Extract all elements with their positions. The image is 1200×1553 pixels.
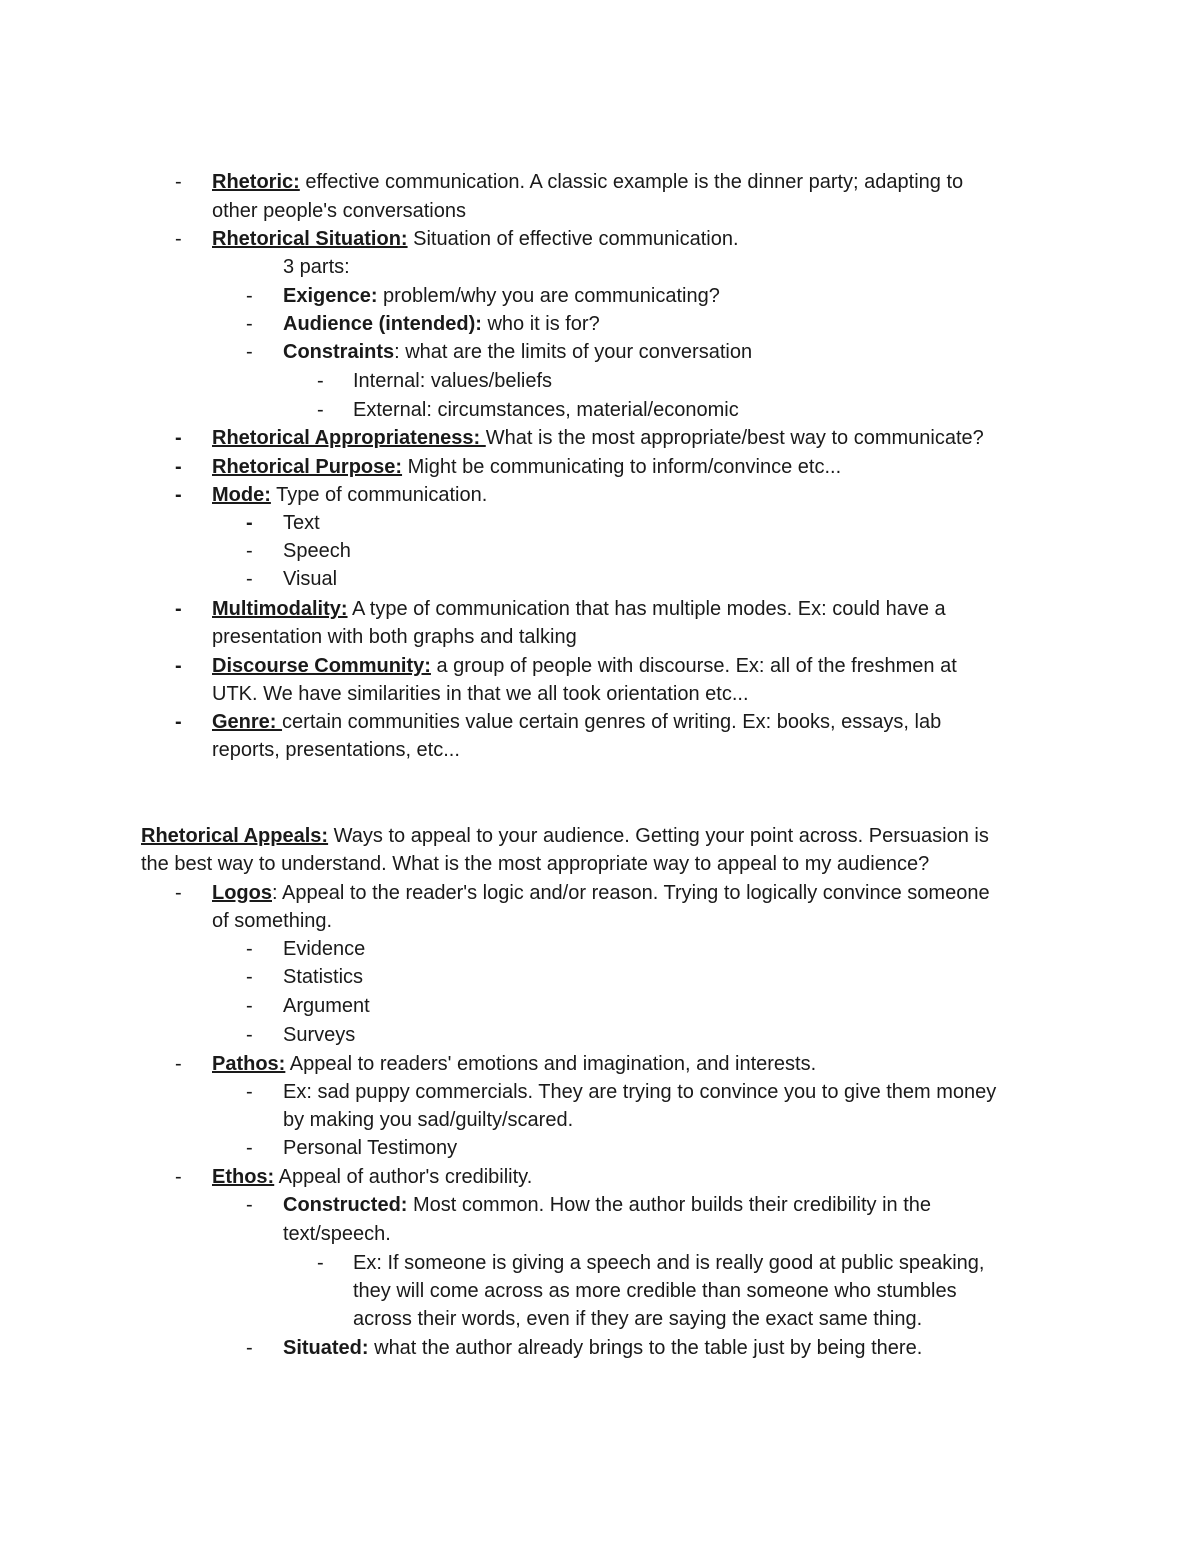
bullet-dash: - [246, 938, 253, 960]
bullet-dash: - [246, 512, 253, 534]
bullet-dash: - [246, 568, 253, 590]
item-exigence: Exigence: problem/why you are communicating? [283, 285, 720, 307]
bullet-dash: - [246, 966, 253, 988]
item-logos-cont: of something. [212, 910, 333, 932]
item-rhetorical-purpose: Rhetorical Purpose: Might be communicating to inform/convince etc... [212, 456, 842, 478]
bullet-dash: - [175, 655, 182, 677]
bullet-dash: - [175, 427, 182, 449]
bullet-dash: - [175, 711, 182, 733]
item-situated: Situated: what the author already brings to the table just by being there. [283, 1337, 923, 1359]
mode-item: Speech [283, 540, 351, 562]
bullet-dash: - [175, 1166, 182, 1188]
term-situated: Situated: [283, 1337, 369, 1359]
bullet-dash: - [317, 1252, 324, 1274]
item-genre: Genre: certain communities value certain genres of writing. Ex: books, essays, lab [212, 711, 942, 733]
item-multimodality: Multimodality: A type of communication that has multiple modes. Ex: could have a [212, 598, 946, 620]
mode-item: Text [283, 512, 320, 534]
term-rhetoric: Rhetoric: [212, 171, 300, 193]
item-discourse-community: Discourse Community: a group of people with discourse. Ex: all of the freshmen at [212, 655, 957, 677]
bullet-dash: - [175, 171, 182, 193]
bullet-dash: - [317, 399, 324, 421]
mode-item: Visual [283, 568, 338, 590]
item-rhetorical-appropriateness: Rhetorical Appropriateness: What is the most appropriate/best way to communicate? [212, 427, 984, 449]
term-exigence: Exigence: [283, 285, 378, 307]
bullet-dash: - [246, 995, 253, 1017]
item-logos: Logos: Appeal to the reader's logic and/or reason. Trying to logically convince someone [212, 882, 990, 904]
bullet-dash: - [246, 313, 253, 335]
bullet-dash: - [246, 285, 253, 307]
term-logos: Logos [212, 882, 272, 904]
rhetorical-appeals-heading: Rhetorical Appeals: Ways to appeal to your audience. Getting your point across. Persuasion is [141, 825, 989, 847]
term-rhetorical-appropriateness: Rhetorical Appropriateness: [212, 427, 486, 449]
parts-label: 3 parts: [283, 256, 350, 278]
bullet-dash: - [246, 1024, 253, 1046]
item-external: External: circumstances, material/economic [353, 399, 739, 421]
item-rhetorical-situation: Rhetorical Situation: Situation of effective communication. [212, 228, 739, 250]
bullet-dash: - [246, 1081, 253, 1103]
logos-item: Argument [283, 995, 370, 1017]
ethos-example-cont: across their words, even if they are saying the exact same thing. [353, 1308, 923, 1330]
term-rhetorical-situation: Rhetorical Situation: [212, 228, 408, 250]
bullet-dash: - [246, 1194, 253, 1216]
bullet-dash: - [175, 882, 182, 904]
item-constraints: Constraints: what are the limits of your conversation [283, 341, 753, 363]
term-constructed: Constructed: [283, 1194, 408, 1216]
term-rhetorical-purpose: Rhetorical Purpose: [212, 456, 403, 478]
bullet-dash: - [175, 1053, 182, 1075]
rhetorical-appeals-cont: the best way to understand. What is the most appropriate way to appeal to my audience? [141, 853, 930, 875]
term-discourse-community: Discourse Community: [212, 655, 431, 677]
bullet-dash: - [317, 370, 324, 392]
item-ethos: Ethos: Appeal of author's credibility. [212, 1166, 533, 1188]
item-pathos: Pathos: Appeal to readers' emotions and imagination, and interests. [212, 1053, 817, 1075]
ethos-example: Ex: If someone is giving a speech and is really good at public speaking, [353, 1252, 985, 1274]
term-rhetorical-appeals: Rhetorical Appeals: [141, 825, 329, 847]
item-rhetoric-cont: other people's conversations [212, 200, 466, 222]
bullet-dash: - [246, 1337, 253, 1359]
term-multimodality: Multimodality: [212, 598, 348, 620]
term-genre: Genre: [212, 711, 283, 733]
item-constructed: Constructed: Most common. How the author builds their credibility in the [283, 1194, 932, 1216]
logos-item: Evidence [283, 938, 366, 960]
item-multimodality-cont: presentation with both graphs and talking [212, 626, 577, 648]
item-mode: Mode: Type of communication. [212, 484, 488, 506]
item-constructed-cont: text/speech. [283, 1223, 391, 1245]
item-rhetoric: Rhetoric: effective communication. A classic example is the dinner party; adapting to [212, 171, 964, 193]
bullet-dash: - [246, 540, 253, 562]
ethos-example-cont: they will come across as more credible than someone who stumbles [353, 1280, 957, 1302]
term-mode: Mode: [212, 484, 271, 506]
logos-item: Surveys [283, 1024, 356, 1046]
term-ethos: Ethos: [212, 1166, 275, 1188]
bullet-dash: - [246, 1137, 253, 1159]
term-constraints: Constraints [283, 341, 395, 363]
bullet-dash: - [175, 228, 182, 250]
item-audience: Audience (intended): who it is for? [283, 313, 600, 335]
pathos-example-cont: by making you sad/guilty/scared. [283, 1109, 574, 1131]
item-internal: Internal: values/beliefs [353, 370, 553, 392]
bullet-dash: - [175, 484, 182, 506]
logos-item: Statistics [283, 966, 364, 988]
bullet-dash: - [175, 456, 182, 478]
pathos-example: Personal Testimony [283, 1137, 458, 1159]
item-discourse-community-cont: UTK. We have similarities in that we all took orientation etc... [212, 683, 749, 705]
term-pathos: Pathos: [212, 1053, 286, 1075]
item-genre-cont: reports, presentations, etc... [212, 739, 460, 761]
term-audience: Audience (intended): [283, 313, 482, 335]
bullet-dash: - [246, 341, 253, 363]
pathos-example: Ex: sad puppy commercials. They are trying to convince you to give them money [283, 1081, 997, 1103]
bullet-dash: - [175, 598, 182, 620]
